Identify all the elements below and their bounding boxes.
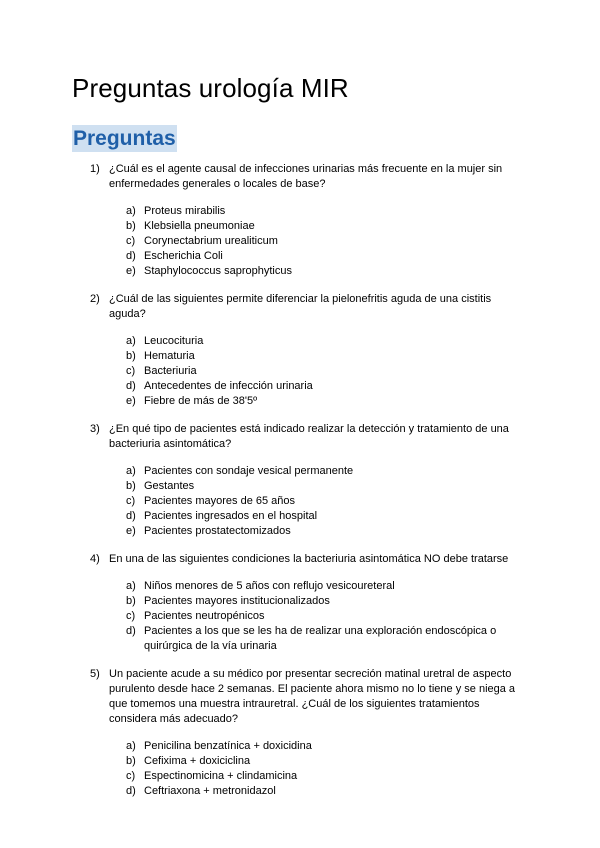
question-list	[0, 162, 600, 812]
answer-option	[0, 394, 600, 409]
option-letter: c)	[126, 235, 136, 247]
question-number: 3)	[90, 423, 100, 435]
option-text: Pacientes mayores de 65 años	[144, 495, 296, 507]
answer-option	[0, 479, 600, 494]
option-letter: c)	[126, 495, 136, 507]
answer-option	[0, 594, 600, 609]
option-text: Penicilina benzatínica + doxicidina	[144, 740, 312, 752]
question-item	[0, 667, 600, 799]
answer-option	[0, 509, 600, 524]
option-letter: a)	[126, 335, 136, 347]
answer-options	[0, 739, 600, 799]
option-text: Niños menores de 5 años con reflujo vesicoureteral	[144, 580, 395, 592]
option-text: Espectinomicina + clindamicina	[144, 770, 298, 782]
section-heading: Preguntas	[73, 127, 176, 150]
answer-option	[0, 609, 600, 624]
answer-option	[0, 624, 600, 654]
option-letter: e)	[126, 525, 136, 537]
option-text: Corynectabrium urealiticum	[144, 235, 278, 247]
option-text: Escherichia Coli	[144, 250, 223, 262]
answer-option	[0, 754, 600, 769]
option-text: Hematuria	[144, 350, 195, 362]
answer-option	[0, 334, 600, 349]
option-letter: e)	[126, 395, 136, 407]
answer-option	[0, 784, 600, 799]
answer-option	[0, 264, 600, 279]
option-letter: d)	[126, 785, 136, 797]
option-letter: a)	[126, 740, 136, 752]
question-text: En una de las siguientes condiciones la bacteriuria asintomática NO debe tratarse	[109, 553, 509, 565]
option-letter: a)	[126, 205, 136, 217]
option-letter: c)	[126, 770, 136, 782]
answer-option	[0, 364, 600, 379]
option-text: Pacientes mayores institucionalizados	[144, 595, 330, 607]
option-text: Fiebre de más de 38'5º	[144, 395, 258, 407]
option-letter: d)	[126, 250, 136, 262]
option-letter: d)	[126, 380, 136, 392]
answer-option	[0, 579, 600, 594]
option-text: Proteus mirabilis	[144, 205, 226, 217]
option-text: Antecedentes de infección urinaria	[144, 380, 313, 392]
document-title: Preguntas urología MIR	[72, 73, 349, 103]
option-text: Pacientes neutropénicos	[144, 610, 265, 622]
answer-option	[0, 234, 600, 249]
option-letter: b)	[126, 755, 136, 767]
option-text: Pacientes ingresados en el hospital	[144, 510, 318, 522]
option-text: Leucocituria	[144, 335, 204, 347]
answer-option	[0, 204, 600, 219]
option-letter: b)	[126, 595, 136, 607]
answer-option	[0, 739, 600, 754]
question-text: ¿Cuál de las siguientes permite diferenciar la pielonefritis aguda de una cistitis aguda?	[109, 293, 492, 320]
answer-options	[0, 579, 600, 654]
option-letter: e)	[126, 265, 136, 277]
option-text: Pacientes prostatectomizados	[144, 525, 291, 537]
question-text: Un paciente acude a su médico por presentar secreción matinal uretral de aspecto purulento desde hace 2 semanas. El paciente ahora mismo no lo tiene y se niega a que tomemos una muestra intrauretral. ¿Cuál de los siguientes tratamientos considera más adecuado?	[109, 668, 516, 725]
option-text: Cefixima + doxiciclina	[144, 755, 251, 767]
question-item	[0, 162, 600, 279]
option-letter: b)	[126, 350, 136, 362]
answer-options	[0, 464, 600, 539]
option-text: Bacteriuria	[144, 365, 197, 377]
answer-options	[0, 334, 600, 409]
answer-option	[0, 379, 600, 394]
question-number: 4)	[90, 553, 100, 565]
answer-option	[0, 524, 600, 539]
question-number: 5)	[90, 668, 100, 680]
option-letter: a)	[126, 465, 136, 477]
answer-option	[0, 464, 600, 479]
question-number: 1)	[90, 163, 100, 175]
option-letter: b)	[126, 220, 136, 232]
option-text: Ceftriaxona + metronidazol	[144, 785, 276, 797]
option-text: Staphylococcus saprophyticus	[144, 265, 292, 277]
option-text: Gestantes	[144, 480, 195, 492]
answer-option	[0, 769, 600, 784]
question-text: ¿Cuál es el agente causal de infecciones urinarias más frecuente en la mujer sin enfermedades generales o locales de base?	[109, 163, 503, 190]
option-letter: d)	[126, 510, 136, 522]
option-letter: b)	[126, 480, 136, 492]
option-text: Pacientes con sondaje vesical permanente	[144, 465, 354, 477]
question-number: 2)	[90, 293, 100, 305]
answer-option	[0, 249, 600, 264]
option-letter: d)	[126, 625, 136, 637]
option-text: Klebsiella pneumoniae	[144, 220, 255, 232]
answer-option	[0, 494, 600, 509]
option-letter: a)	[126, 580, 136, 592]
answer-option	[0, 349, 600, 364]
question-item	[0, 552, 600, 654]
answer-option	[0, 219, 600, 234]
question-item	[0, 292, 600, 409]
answer-options	[0, 204, 600, 279]
option-text: Pacientes a los que se les ha de realizar una exploración endoscópica o quirúrgica de la vía urinaria	[144, 625, 497, 652]
option-letter: c)	[126, 610, 136, 622]
question-text: ¿En qué tipo de pacientes está indicado realizar la detección y tratamiento de una bacteriuria asintomática?	[109, 423, 509, 450]
option-letter: c)	[126, 365, 136, 377]
question-item	[0, 422, 600, 539]
